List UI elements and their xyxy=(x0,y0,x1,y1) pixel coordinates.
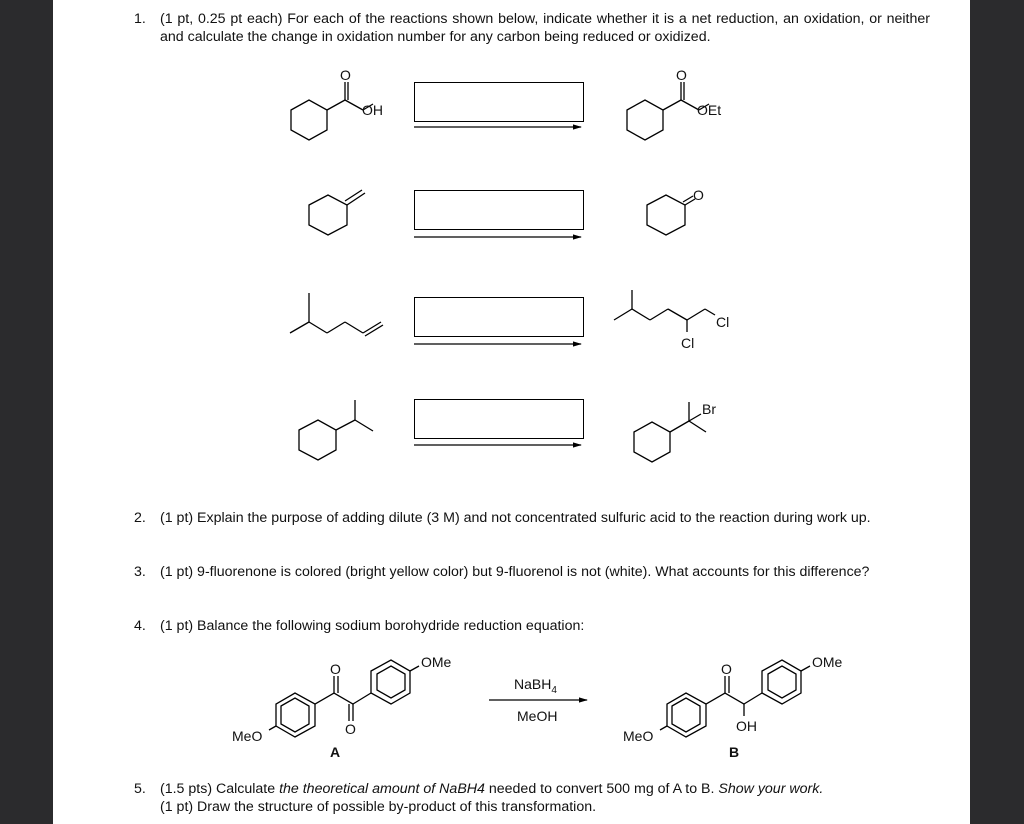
label-br: Br xyxy=(702,401,716,417)
question-5-line-2: (1 pt) Draw the structure of possible by-product of this transformation. xyxy=(160,799,597,815)
label-ome-b: OMe xyxy=(812,654,843,670)
methylhexene-structure xyxy=(290,293,383,336)
label-cl-terminal: Cl xyxy=(716,314,730,330)
label-o-row2-product: O xyxy=(693,187,704,203)
label-compound-b: B xyxy=(729,744,740,760)
cyclohexylacetic-acid-structure xyxy=(291,82,373,140)
question-3 xyxy=(134,563,930,581)
question-2 xyxy=(134,509,930,527)
cyclohexanecarbaldehyde-structure xyxy=(647,195,695,235)
question-3-number: 3. xyxy=(134,564,146,580)
question-5-number: 5. xyxy=(134,781,146,797)
question-5 xyxy=(134,780,930,816)
label-cl-internal: Cl xyxy=(681,335,695,351)
label-meo-a: MeO xyxy=(232,728,263,744)
reaction-drawings xyxy=(53,0,970,824)
question-4-text: (1 pt) Balance the following sodium borohydride reduction equation: xyxy=(160,618,585,634)
label-o-row1-product: O xyxy=(676,67,687,83)
label-oh-b: OH xyxy=(736,718,757,734)
isopropylcyclohexane-structure xyxy=(299,400,373,460)
question-3-text: (1 pt) 9-fluorenone is colored (bright yellow color) but 9-fluorenol is not (white). What accounts for this difference? xyxy=(160,564,870,580)
label-o-a-top: O xyxy=(330,661,341,677)
label-o-a-bottom: O xyxy=(345,721,356,737)
dichloride-structure xyxy=(614,290,715,332)
label-meo-b: MeO xyxy=(623,728,654,744)
question-4 xyxy=(134,617,930,635)
question-2-text: (1 pt) Explain the purpose of adding dilute (3 M) and not concentrated sulfuric acid to the reaction during work up. xyxy=(160,510,871,526)
compound-b-structure xyxy=(660,660,810,737)
label-ome-a: OMe xyxy=(421,654,452,670)
label-oh-row1: OH xyxy=(362,102,383,118)
label-o-b-top: O xyxy=(721,661,732,677)
worksheet-page xyxy=(53,0,970,824)
question-4-number: 4. xyxy=(134,618,146,634)
question-5-line-1: (1.5 pts) Calculate the theoretical amount of NaBH4 needed to convert 500 mg of A to B. Show your work. xyxy=(160,781,824,797)
question-1-number: 1. xyxy=(134,11,146,27)
question-2-number: 2. xyxy=(134,510,146,526)
label-solvent: MeOH xyxy=(517,708,558,724)
label-reagent: NaBH$_4$ xyxy=(514,676,557,696)
compound-a-structure xyxy=(269,660,419,737)
methylenecyclohexane-structure xyxy=(309,190,365,235)
question-1-text: (1 pt, 0.25 pt each) For each of the reactions shown below, indicate whether it is a net reduction, an oxidation, or neither and calculate the change in oxidation number for any carbon being reduced or oxidized. xyxy=(160,11,930,45)
bromo-isopropylcyclohexane-structure xyxy=(634,402,706,462)
label-o-row1-reactant: O xyxy=(340,67,351,83)
label-oet-row1: OEt xyxy=(697,102,722,118)
label-compound-a: A xyxy=(330,744,341,760)
